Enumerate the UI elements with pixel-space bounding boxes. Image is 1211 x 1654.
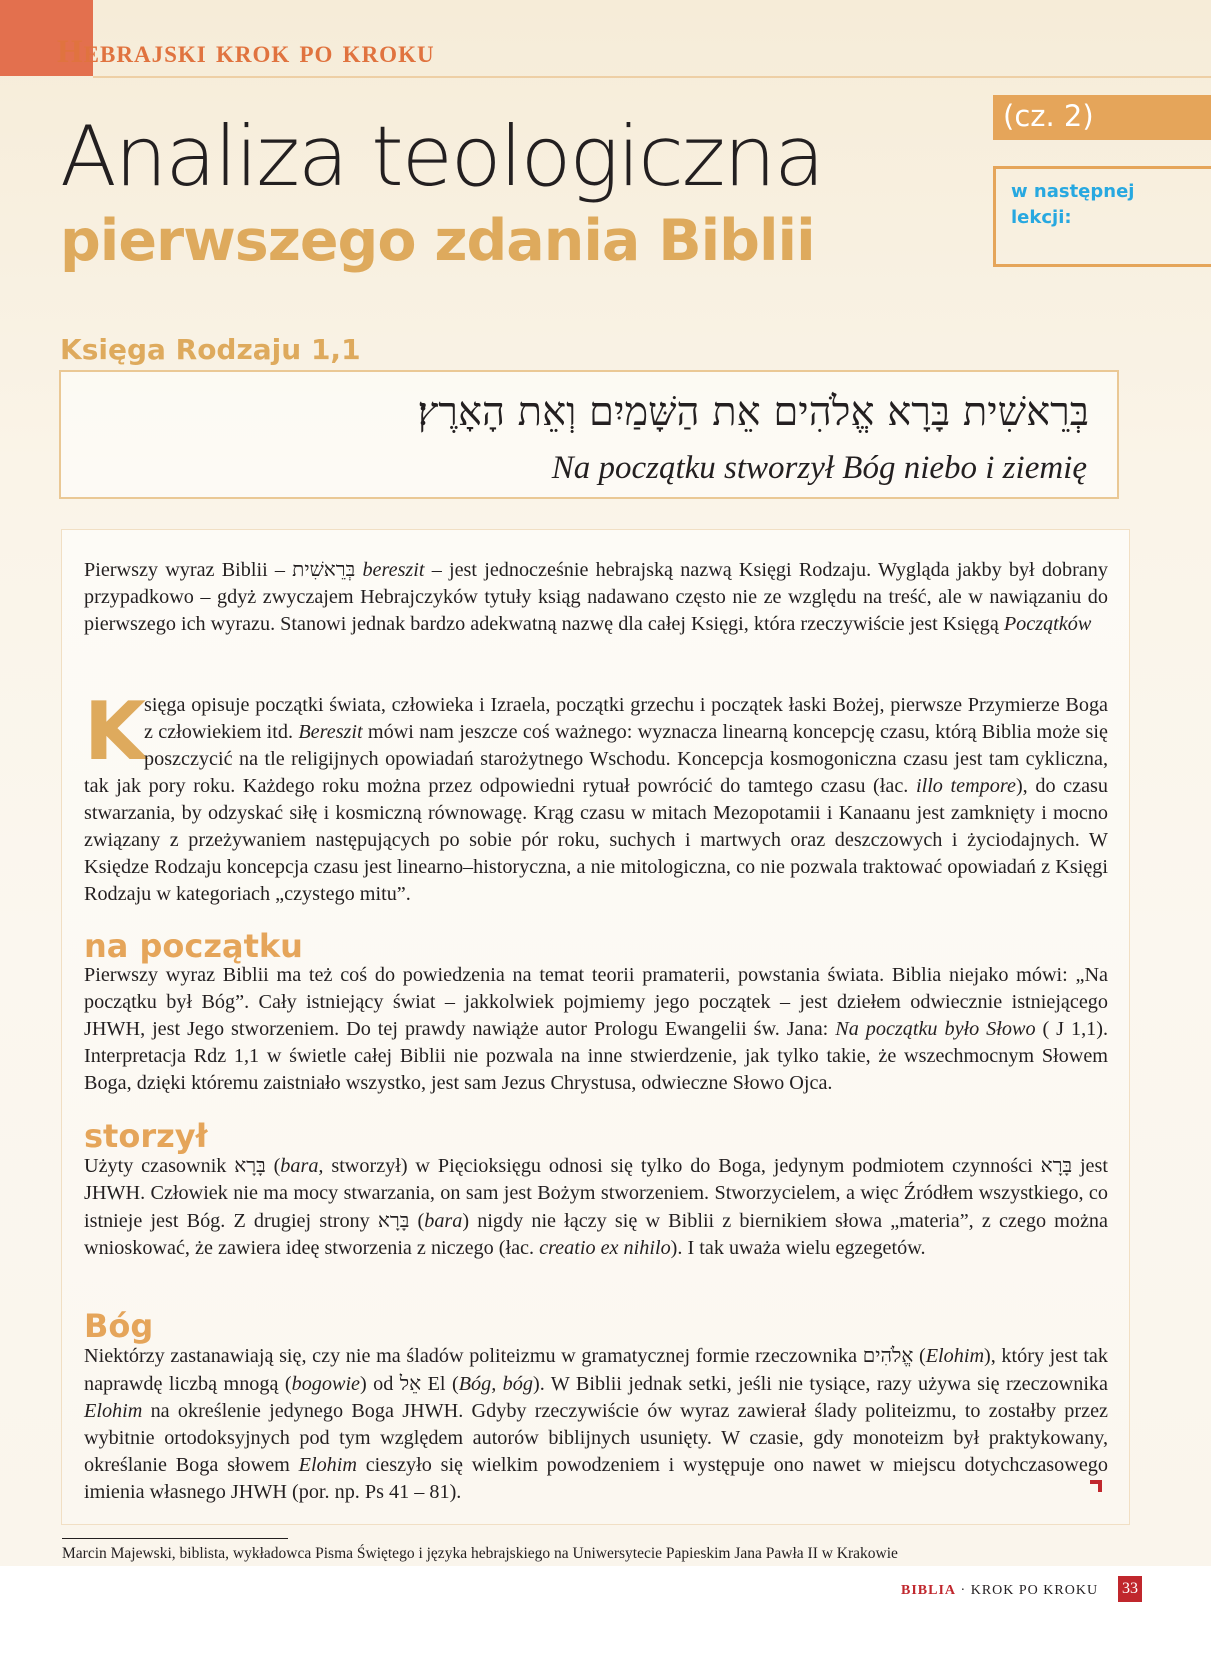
page-title: Analiza teologiczna bbox=[60, 108, 823, 205]
hebrew-bara-3: בָּרָא bbox=[377, 1208, 410, 1232]
hebrew-bara-1: בָּרָא bbox=[234, 1153, 266, 1177]
section2-text-a: Użyty czasownik bbox=[84, 1155, 235, 1177]
section2-text-e: ). I tak uważa wielu egzegetów. bbox=[670, 1237, 926, 1259]
section3-paragraph: Niektórzy zastanawiają się, czy nie ma śladów politeizmu w gramatycznej formie rzeczownika אֱלֹהִים (Elohim), który jest tak naprawdę liczbą mnogą (bogowie) od אֵל El (Bóg, bóg). W Biblii jednak setki, jeśli nie tysiące, razy używa się rzeczownika Elohim na określenie jedynego Boga JHWH. Gdyby rzeczywiście ów wyraz zawierał ślady politeizmu, to zostałby przez wybitnie ortodoksyjnych pod tym względem autorów biblijnych usunięty. W czasie, gdy monoteizm był praktykowany, określanie Boga słowem Elohim cieszyło się wielkim powodzeniem i występuje ono nawet w miejscu dotychczasowego imienia własnego JHWH (por. np. Ps 41 – 81). bbox=[84, 1343, 1108, 1503]
term-bereszit: bereszit bbox=[362, 559, 425, 581]
section2-text-d: ) nigdy nie łączy się w Biblii z biernikiem słowa „materia”, z czego można wnioskować, że zawiera ideę stworzenia z niczego (łac. bbox=[84, 1210, 1108, 1259]
intro-text-a: Pierwszy wyraz Biblii – bbox=[84, 559, 293, 581]
part-badge bbox=[993, 95, 1211, 140]
author-rule bbox=[62, 1538, 288, 1539]
author-name: Marcin Majewski, bbox=[62, 1545, 176, 1562]
body1-text-c: ), do czasu stwarzania, by odzyskać siłę i kosmiczną równowagę. Krąg czasu w mitach Mezopotamii i Kanaanu jest zamknięty i mocno związany z przeżywaniem następujących po sobie pór roku, suchych i martwych oraz deszczowych i życiodajnych. W Księdze Rodzaju koncepcja czasu jest linearno–historyczna, a nie mitologiczna, co nie pozwala traktować opowiadań z Księgi Rodzaju w kategoriach „czystego mitu”. bbox=[84, 775, 1109, 905]
section-heading-na-poczatku: na początku bbox=[84, 927, 303, 965]
term-bara-1: bara, bbox=[280, 1155, 324, 1177]
header-rule bbox=[93, 76, 1211, 78]
body1-text-a: sięga opisuje początki świata, człowieka i Izraela, początki grzechu i początek łaski Bożej, pierwsze Przymierze Boga z człowiekiem itd. bbox=[144, 694, 1108, 743]
section3-text-c: ) od bbox=[360, 1373, 400, 1395]
end-of-article-mark bbox=[1090, 1480, 1102, 1492]
section3-text-g: cieszyło się wielkim powodzeniem i występuje ono nawet w miejscu dotychczasowego imienia własnego JHWH (por. np. Ps 41 – 81). bbox=[84, 1454, 1108, 1503]
section2-paragraph: Użyty czasownik בָּרָא (bara, stworzył) w Pięcioksięgu odnosi się tylko do Boga, jedynym podmiotem czynności בָּרָא jest JHWH. Człowiek nie ma mocy stwarzania, on sam jest Bożym stworzeniem. Stworzycielem, a więc Źródłem wszystkiego, co istnieje jest Bóg. Z drugiej strony בָּרָא (bara) nigdy nie łączy się w Biblii z biernikiem słowa „materia”, z czego można wnioskować, że zawiera ideę stworzenia z niczego (łac. creatio ex nihilo). I tak uważa wielu egzegetów. bbox=[84, 1153, 1108, 1259]
verse-hebrew: בְּרֵאשִׁית בָּרָא אֱלֹהִים אֵת הַשָּׁמַיִם וְאֵת הָאָרֶץ׃ bbox=[417, 389, 1089, 435]
term-bereszit-2: Bereszit bbox=[298, 721, 363, 743]
drop-cap: K bbox=[84, 685, 146, 778]
section-heading-bog: Bóg bbox=[84, 1307, 154, 1345]
section1-text-b: ( J 1,1). Interpretacja Rdz 1,1 w świetle całej Biblii nie pozwala na inne stwierdzenie, jak tylko takie, że wszechmocnym Słowem Boga, dzięki któremu zaistniało wszystko, jest sam Jezus Chrystusa, odwieczne Słowo Ojca. bbox=[84, 1018, 1109, 1094]
section1-text-a: Pierwszy wyraz Biblii ma też coś do powiedzenia na temat teorii pramaterii, powstania świata. Biblia niejako mówi: „Na początku był Bóg”. Cały istniejący świat – jakkolwiek pojmiemy jego początek – jest dziełem odwiecznie istniejącego JHWH, jest Jego stworzeniem. Do tej prawdy nawiąże autor Prologu Ewangelii św. Jana: bbox=[84, 964, 1108, 1040]
section1-paragraph bbox=[84, 962, 1108, 1097]
intro-text-b: – jest jednocześnie hebrajską nazwą Księgi Rodzaju. Wygląda jakby był dobrany przypadkowo – gdyż zwyczajem Hebrajczyków tytuły ksiąg nadawano często nie ze względu na treść, ale w nawiązaniu do pierwszego ich wyrazu. Stanowi jednak bardzo adekwatną nazwę dla całej Księgi, która rzeczywiście jest Księgą bbox=[84, 559, 1108, 635]
body1-text-b: mówi nam jeszcze coś ważnego: wyznacza linearną koncepcję czasu, którą Biblia może się poszczycić na tle religijnych opowiadań starożytnego Wschodu. Koncepcja kosmogoniczna czasu jest tam cykliczna, tak jak pory roku. Każdego roku można przez odpowiedni rytuał powrócić do tamtego czasu (łac. bbox=[84, 721, 1108, 797]
section-heading-storzyl: storzył bbox=[84, 1117, 208, 1155]
section2-text-b: stworzył) w Pięcioksięgu odnosi się tylko do Boga, jedynym podmiotem czynności bbox=[323, 1155, 1041, 1177]
term-elohim-2: Elohim bbox=[84, 1400, 143, 1422]
hebrew-bara-2: בָּרָא bbox=[1040, 1153, 1073, 1177]
section3-text-b: ), który jest tak naprawdę liczbą mnogą ( bbox=[84, 1345, 1108, 1395]
author-credit bbox=[62, 1545, 898, 1563]
hebrew-bereszit: בְּרֵאשִׁית bbox=[292, 557, 356, 581]
section3-text-d: El ( bbox=[421, 1373, 459, 1395]
term-elohim-1: Elohim bbox=[925, 1345, 985, 1367]
footer-series: KROK PO KROKU bbox=[970, 1583, 1099, 1598]
author-bio: biblista, wykładowca Pisma Świętego i języka hebrajskiego na Uniwersytecie Papieskim Jana Pawła II w Krakowie bbox=[175, 1545, 898, 1562]
footer-running-title bbox=[901, 1583, 1098, 1599]
page-number: 33 bbox=[1118, 1576, 1142, 1602]
term-creatio: creatio ex nihilo bbox=[539, 1237, 671, 1259]
term-elohim-3: Elohim bbox=[298, 1454, 357, 1476]
term-poczatkow: Początków bbox=[1003, 613, 1092, 635]
section3-text-a: Niektórzy zastanawiają się, czy nie ma śladów politeizmu w gramatycznej formie rzeczownika bbox=[84, 1345, 863, 1367]
term-bog: Bóg, bóg bbox=[458, 1373, 533, 1395]
footer bbox=[0, 1566, 1211, 1654]
hebrew-el: אֵל bbox=[399, 1371, 422, 1395]
part-label: (cz. 2) bbox=[1003, 99, 1094, 133]
page-subtitle: pierwszego zdania Biblii bbox=[60, 208, 815, 274]
series-title: Hebrajski krok po kroku bbox=[57, 34, 435, 70]
intro-paragraph bbox=[84, 556, 1108, 638]
term-illo-tempore: illo tempore bbox=[915, 775, 1016, 797]
quote-john: Na początku było Słowo bbox=[835, 1018, 1036, 1040]
next-lesson-label: w następnej lekcji: bbox=[1011, 181, 1135, 228]
section2-text-c: jest JHWH. Człowiek nie ma mocy stwarzania, on sam jest Bożym stworzeniem. Stworzycielem, a więc Źródłem wszystkiego, co istnieje jest Bóg. Z drugiej strony bbox=[84, 1155, 1108, 1232]
body-paragraph-1 bbox=[84, 685, 1109, 908]
verse-translation: Na początku stworzył Bóg niebo i ziemię bbox=[551, 450, 1087, 486]
term-bogowie: bogowie bbox=[291, 1373, 361, 1395]
section3-text-f: na określenie jedynego Boga JHWH. Gdyby rzeczywiście ów wyraz zawierał ślady politeizmu, to zostałby przez wybitnie ortodoksyjnych pod tym względem autorów biblijnych usunięty. W czasie, gdy monoteizm był praktykowany, określanie Boga słowem bbox=[84, 1400, 1108, 1476]
section3-text-e: ). W Biblii jednak setki, jeśli nie tysiące, razy używa się rzeczownika bbox=[532, 1373, 1108, 1395]
term-bara-2: bara bbox=[424, 1210, 463, 1232]
next-lesson-box bbox=[993, 166, 1211, 267]
verse-reference: Księga Rodzaju 1,1 bbox=[60, 333, 361, 366]
footer-magazine: BIBLIA bbox=[901, 1583, 957, 1598]
verse-box bbox=[59, 370, 1119, 499]
hebrew-elohim: אֱלֹהִים bbox=[862, 1343, 914, 1367]
footer-separator: · bbox=[956, 1583, 971, 1598]
